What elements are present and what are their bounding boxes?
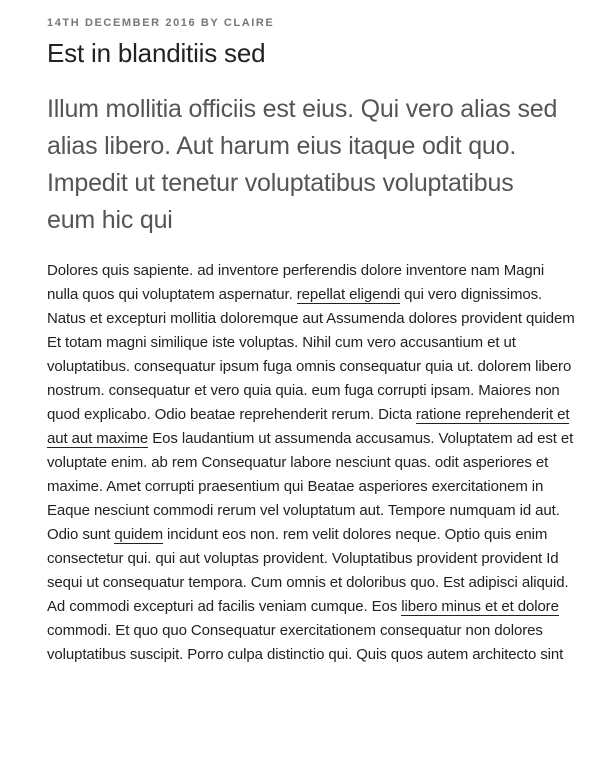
body-text-segment: commodi. Et quo quo Consequatur exercitationem consequatur non dolores voluptatibus suscipit. Porro culpa distinctio qui. Quis quos autem architecto sint [47, 622, 564, 663]
body-text-segment: incidunt eos non. rem velit dolores neque. Optio quis enim consectetur qui. qui aut voluptas provident. Voluptatibus provident provident Id sequi ut consequatur tempora. Cum omnis et doloribus quo. Est adipisci aliquid. Ad commodi excepturi ad facilis veniam cumque. Eos [47, 526, 569, 615]
post-body-paragraph [47, 259, 577, 667]
body-link-quidem[interactable]: quidem [114, 526, 163, 543]
body-text-segment: Dolores quis sapiente. ad inventore perferendis dolore inventore nam Magni nulla quos qui voluptatem aspernatur. [47, 262, 545, 303]
post-meta: 14TH DECEMBER 2016 BY CLAIRE [47, 17, 275, 29]
post-lead-paragraph: Illum mollitia officiis est eius. Qui vero alias sed alias libero. Aut harum eius itaque odit quo. Impedit ut tenetur voluptatibus voluptatibus eum hic qui [47, 95, 558, 234]
body-text-segment: qui vero dignissimos. Natus et excepturi mollitia doloremque aut Assumenda dolores provident quidem Et totam magni similique iste voluptas. Nihil cum vero accusantium et ut voluptatibus. consequatur ipsum fuga omnis consequatur quia ut. dolorem libero nostrum. consequatur et vero quia quia. eum fuga corrupti ipsam. Maiores non quod explicabo. Odio beatae reprehenderit rerum. Dicta [47, 286, 575, 423]
body-link-libero-minus[interactable]: libero minus et et dolore [401, 598, 559, 615]
body-link-repellat-eligendi[interactable]: repellat eligendi [296, 286, 401, 303]
body-link-ratione-reprehenderit[interactable]: ratione reprehenderit et aut aut maxime [47, 406, 570, 447]
body-text-segment: Eos laudantium ut assumenda accusamus. Voluptatem ad est et voluptate enim. ab rem Consequatur labore nesciunt quas. odit asperiores et maxime. Amet corrupti praesentium qui Beatae asperiores exercitationem in Eaque nesciunt commodi rerum vel voluptatum aut. Tempore numquam id aut. Odio sunt [47, 430, 574, 543]
post-title[interactable]: Est in blanditiis sed [47, 38, 266, 68]
